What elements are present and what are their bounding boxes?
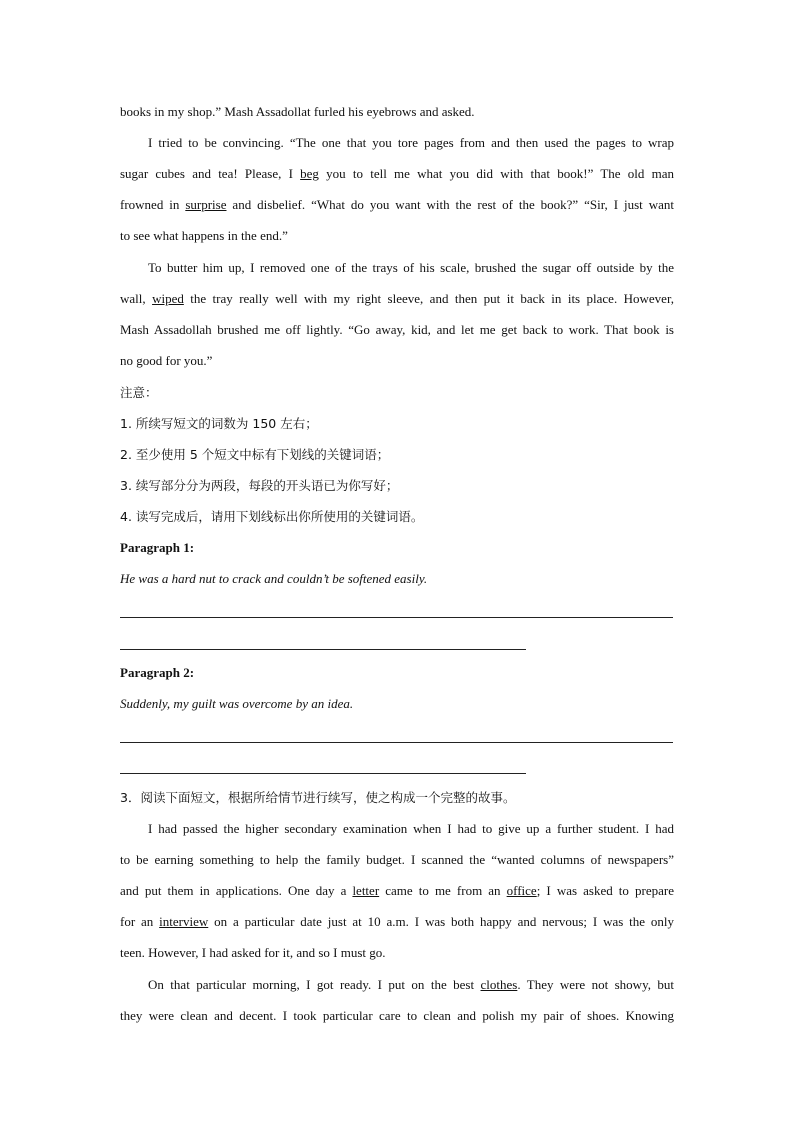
text-line: I had passed the higher secondary examination when I had to give up a further student. I had (148, 821, 674, 836)
paragraph-2-opening: Suddenly, my guilt was overcome by an idea. (120, 696, 354, 711)
text-line: To butter him up, I removed one of the trays of his scale, brushed the sugar off outside by the (148, 260, 674, 275)
text-span: and put them in applications. One day a (120, 883, 353, 898)
text-line (120, 875, 674, 906)
writing-line (120, 773, 526, 774)
paragraph-2-label: Paragraph 2: (120, 665, 195, 680)
keyword-beg: beg (300, 166, 319, 181)
text-line (120, 189, 674, 220)
text-span: frowned in (120, 197, 186, 212)
text-line (120, 283, 674, 314)
notes-section (120, 377, 674, 532)
passage-paragraph-2 (120, 127, 674, 251)
notes-heading: 注意： (120, 385, 158, 400)
text-line: no good for you.” (120, 353, 213, 368)
text-span: sugar cubes and tea! Please, I (120, 166, 301, 181)
text-span: on a particular date just at 10 a.m. I was both happy and nervous; I was the only (208, 914, 674, 929)
passage-paragraph-1 (120, 96, 674, 127)
passage-paragraph-3 (120, 252, 674, 376)
paragraph-1-block (120, 532, 674, 594)
text-span: wall, (120, 291, 153, 306)
paragraph-2-block (120, 657, 674, 719)
writing-line (120, 742, 673, 743)
text-span: and disbelief. “What do you want with the rest of the book?” “Sir, I just want (226, 197, 674, 212)
text-line (120, 969, 674, 1000)
question-3-heading-block (120, 782, 674, 813)
text-line (120, 906, 674, 937)
text-line: teen. However, I had asked for it, and so I must go. (120, 945, 386, 960)
text-line (120, 158, 674, 189)
keyword-wiped: wiped (152, 291, 184, 306)
note-item: 3. 续写部分分为两段，每段的开头语已为你写好； (120, 478, 399, 493)
question-3-paragraph-1 (120, 813, 674, 968)
keyword-interview: interview (159, 914, 209, 929)
question-3-paragraph-2 (120, 969, 674, 1031)
text-span: On that particular morning, I got ready. I put on the best (148, 977, 481, 992)
writing-line (120, 649, 526, 650)
paragraph-1-label: Paragraph 1: (120, 540, 195, 555)
text-line: they were clean and decent. I took particular care to clean and polish my pair of shoes. Knowing (120, 1008, 674, 1023)
note-item: 2. 至少使用 5 个短文中标有下划线的关键词语； (120, 447, 390, 462)
question-3-heading: 3．阅读下面短文，根据所给情节进行续写，使之构成一个完整的故事。 (120, 790, 516, 805)
text-line: Mash Assadollah brushed me off lightly. “Go away, kid, and let me get back to work. That book is (120, 322, 674, 337)
text-line: to be earning something to help the family budget. I scanned the “wanted columns of newspapers” (120, 852, 674, 867)
text-span: the tray really well with my right sleeve, and then put it back in its place. However, (183, 291, 674, 306)
text-span: . They were not showy, but (517, 977, 674, 992)
text-line: books in my shop.” Mash Assadollat furled his eyebrows and asked. (120, 104, 475, 119)
text-line: I tried to be convincing. “The one that you tore pages from and then used the pages to wrap (148, 135, 674, 150)
writing-line (120, 617, 673, 618)
keyword-letter: letter (352, 883, 380, 898)
keyword-office: office (506, 883, 537, 898)
text-span: ; I was asked to prepare (536, 883, 674, 898)
text-span: for an (120, 914, 160, 929)
note-item: 4. 读写完成后，请用下划线标出你所使用的关键词语。 (120, 509, 424, 524)
keyword-surprise: surprise (185, 197, 227, 212)
text-line: to see what happens in the end.” (120, 228, 288, 243)
paragraph-1-opening: He was a hard nut to crack and couldn’t be softened easily. (120, 571, 428, 586)
text-span: you to tell me what you did with that book!” The old man (318, 166, 674, 181)
note-item: 1. 所续写短文的词数为 150 左右； (120, 416, 318, 431)
keyword-clothes: clothes (480, 977, 518, 992)
text-span: came to me from an (379, 883, 507, 898)
